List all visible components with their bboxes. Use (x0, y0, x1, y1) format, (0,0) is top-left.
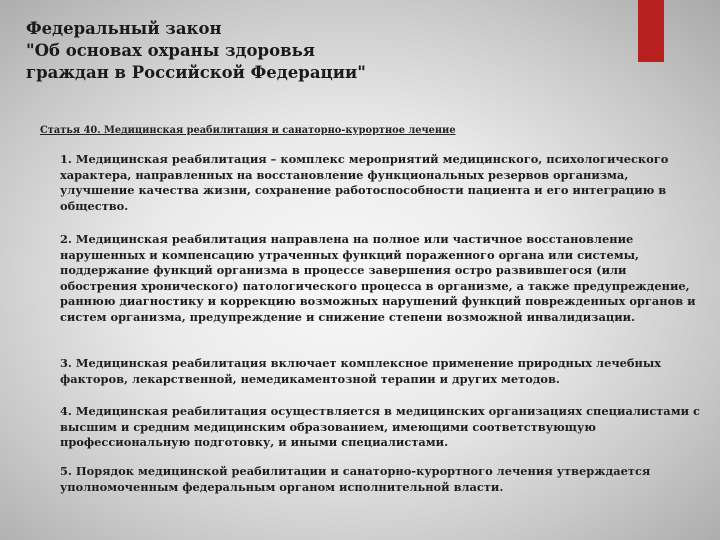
paragraph-5: 5. Порядок медицинской реабилитации и санаторно-курортного лечения утверждается уполномоченным федеральным органом исполнительной власти. (60, 464, 651, 494)
paragraph-1: 1. Медицинская реабилитация – комплекс мероприятий медицинского, психологического характера, направленных на восстановление функциональных резервов организма, улучшение качества жизни, сохранение работоспособности пациента и его интеграцию в общество. (60, 152, 669, 213)
red-accent-bar (638, 0, 664, 62)
article-heading: Статья 40. Медицинская реабилитация и санаторно-курортное лечение (40, 125, 456, 136)
title-line: Федеральный закон (26, 19, 222, 38)
paragraph-3: 3. Медицинская реабилитация включает комплексное применение природных лечебных факторов, лекарственной, немедикаментозной терапии и других методов. (60, 356, 662, 386)
paragraph-2: 2. Медицинская реабилитация направлена на полное или частичное восстановление нарушенных и компенсацию утраченных функций пораженного органа или системы, поддержание функций организма в процессе завершения остро развившегося (или обострения хронического) патологического процесса в организме, а также предупреждение, раннюю диагностику и коррекцию возможных нарушений функций поврежденных органов и систем организма, предупреждение и снижение степени возможной инвалидизации. (60, 232, 696, 324)
page-title (26, 18, 626, 84)
paragraph-4: 4. Медицинская реабилитация осуществляется в медицинских организациях специалистами с высшим и средним медицинским образованием, имеющими соответствующую профессиональную подготовку, и иными специалистами. (60, 404, 700, 449)
title-line: граждан в Российской Федерации" (26, 63, 366, 82)
title-line: "Об основах охраны здоровья (26, 41, 315, 60)
